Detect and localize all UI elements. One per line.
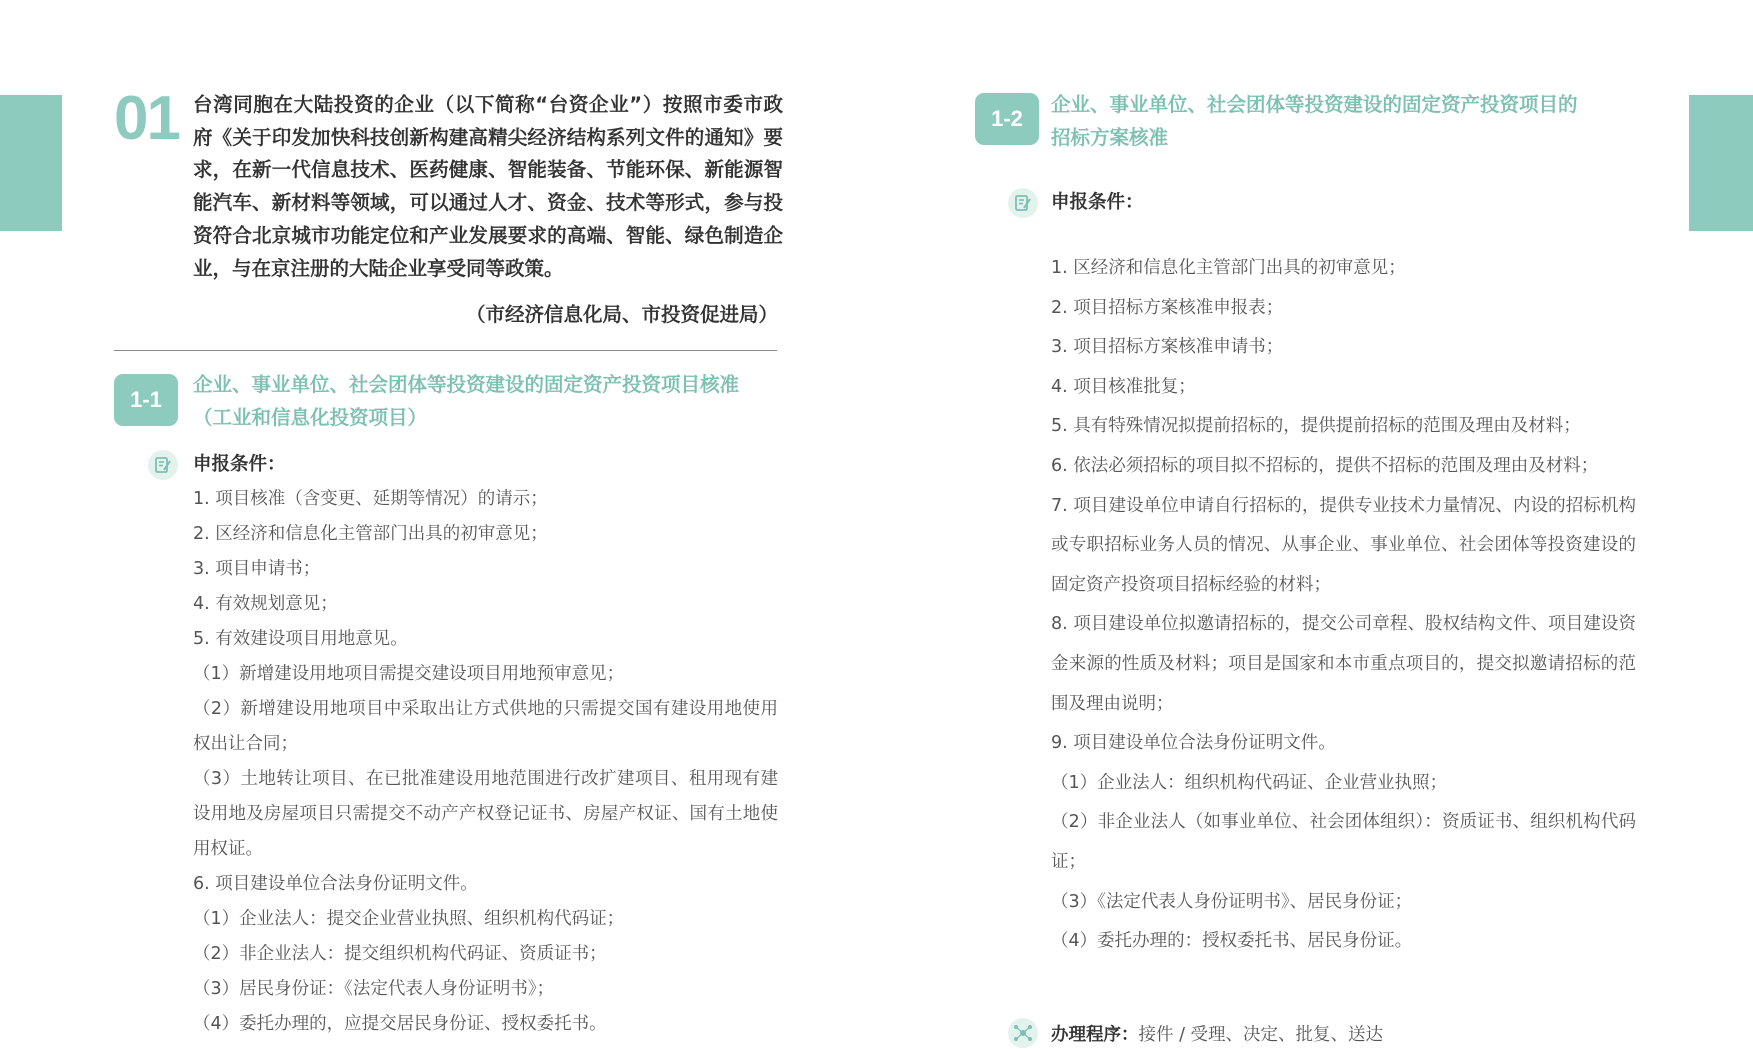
conditions-label: 申报条件： [193,454,286,475]
list-item: （2）非企业法人：提交组织机构代码证、资质证书； [193,944,607,964]
divider [114,350,777,351]
checklist-pencil-icon [148,450,178,480]
conditions-label: 申报条件： [1051,192,1144,213]
list-item: （1）新增建设用地项目需提交建设项目用地预审意见； [193,664,625,684]
list-item: （1）企业法人：组织机构代码证、企业营业执照； [1051,772,1448,793]
section-title-1-1 [193,369,793,434]
list-item: 7. 项目建设单位申请自行招标的，提供专业技术力量情况、内设的招标机构或专职招标业务人员的情况、从事企业、事业单位、社会团体等投资建设的固定资产投资项目招标经验的材料； [1051,495,1636,595]
intro-number: 01 [114,84,179,153]
list-item: （3）土地转让项目、在已批准建设用地范围进行改扩建项目、租用现有建设用地及房屋项目只需提交不动产产权登记证书、房屋产权证、国有土地使用权证。 [193,769,778,859]
list-item: 2. 项目招标方案核准申报表； [1051,297,1284,318]
section-title-line: （工业和信息化投资项目） [193,405,428,429]
section-badge-1-1: 1-1 [114,374,178,426]
list-item: 8. 项目建设单位拟邀请招标的，提交公司章程、股权结构文件、项目建设资金来源的性质及材料；项目是国家和本市重点项目的，提交拟邀请招标的范围及理由说明； [1051,614,1636,714]
procedure-text: 接件 / 受理、决定、批复、送达 [1138,1025,1384,1045]
list-item: 1. 区经济和信息化主管部门出具的初审意见； [1051,258,1406,278]
section-title-line: 企业、事业单位、社会团体等投资建设的固定资产投资项目核准 [193,373,740,396]
procedure-label: 办理程序： [1051,1025,1139,1045]
list-item: （4）委托办理的，应提交居民身份证、授权委托书。 [193,1014,607,1034]
list-item: 3. 项目招标方案核准申请书； [1051,337,1284,358]
list-item: （2）非企业法人（如事业单位、社会团体组织）：资质证书、组织机构代码证； [1051,812,1636,872]
list-item: 9. 项目建设单位合法身份证明文件。 [1051,733,1336,754]
list-item: （2）新增建设用地项目中采取出让方式供地的只需提交国有建设用地使用权出让合同； [193,699,778,754]
list-item: （1）企业法人：提交企业营业执照、组织机构代码证； [193,909,625,929]
procedure-line [1051,1021,1383,1049]
list-item: 5. 有效建设项目用地意见。 [193,629,408,649]
section-title-1-2 [1051,89,1651,154]
conditions-list-1-1 [193,482,778,1042]
left-edge-tab [0,95,62,231]
list-item: （4）委托办理的：授权委托书、居民身份证。 [1051,931,1413,952]
checklist-pencil-icon [1008,188,1038,218]
list-item: （3）《法定代表人身份证明书》、居民身份证； [1051,891,1413,912]
list-item: 1. 项目核准（含变更、延期等情况）的请示； [193,489,548,509]
list-item: 6. 项目建设单位合法身份证明文件。 [193,874,478,894]
intro-paragraph: 台湾同胞在大陆投资的企业（以下简称“台资企业”）按照市委市政府《关于印发加快科技创新构建高精尖经济结构系列文件的通知》要求，在新一代信息技术、医药健康、智能装备、节能环保、新能源智能汽车、新材料等领域，可以通过人才、资金、技术等形式，参与投资符合北京城市功能定位和产业发展要求的高端、智能、绿色制造企业，与在京注册的大陆企业享受同等政策。 [193,93,783,280]
section-title-line: 企业、事业单位、社会团体等投资建设的固定资产投资项目的 [1051,93,1578,116]
flow-nodes-icon [1008,1018,1038,1048]
section-title-line: 招标方案核准 [1051,125,1169,149]
list-item: 3. 项目申请书； [193,559,321,579]
right-edge-tab [1689,95,1753,231]
list-item: 5. 具有特殊情况拟提前招标的，提供提前招标的范围及理由及材料； [1051,416,1581,437]
list-item: （3）居民身份证：《法定代表人身份证明书》； [193,979,555,999]
list-item: 2. 区经济和信息化主管部门出具的初审意见； [193,524,548,544]
conditions-list-1-2 [1051,249,1636,962]
list-item: 4. 项目核准批复； [1051,376,1196,397]
intro-source: （市经济信息化局、市投资促进局） [465,303,778,326]
list-item: 6. 依法必须招标的项目拟不招标的，提供不招标的范围及理由及材料； [1051,455,1599,476]
section-badge-1-2: 1-2 [975,93,1039,145]
list-item: 4. 有效规划意见； [193,594,338,614]
